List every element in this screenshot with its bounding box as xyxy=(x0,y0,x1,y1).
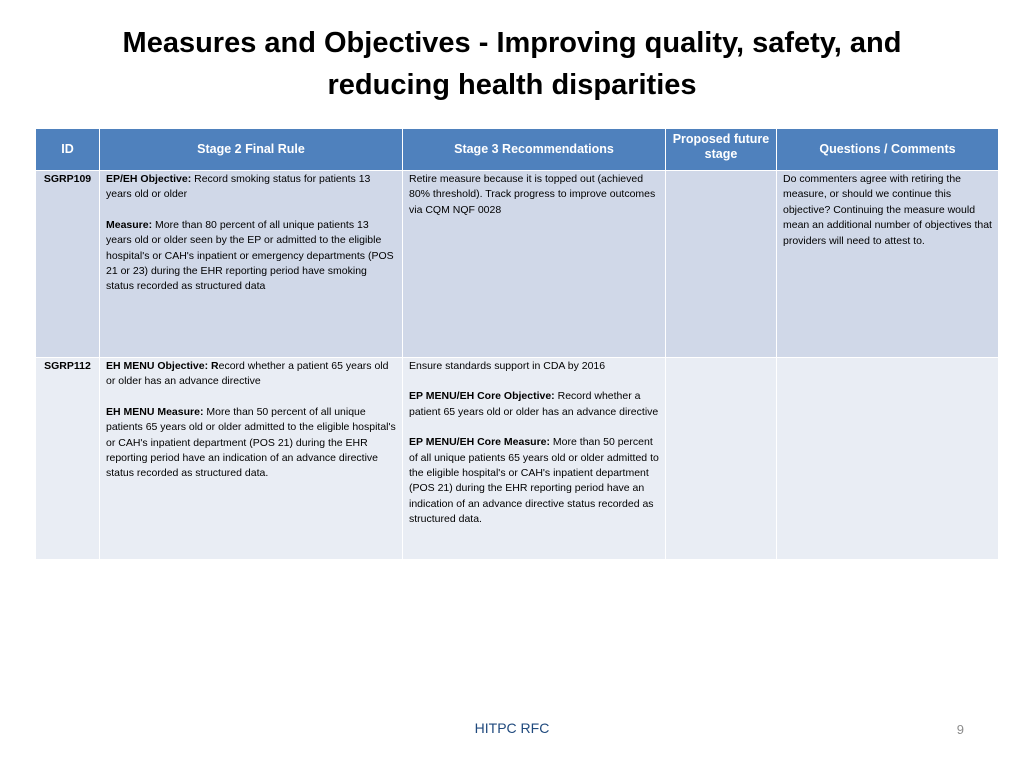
objective-text: Record smoking status for patients 13 years old or older xyxy=(106,173,371,201)
header-stage2-final-rule: Stage 2 Final Rule xyxy=(100,129,403,171)
slide-title-line-1: Measures and Objectives - Improving quality, safety, and xyxy=(122,27,902,59)
row-id: SGRP109 xyxy=(36,171,100,358)
slide-title xyxy=(60,22,964,106)
header-id: ID xyxy=(36,129,100,171)
stage2-cell xyxy=(100,171,403,358)
stage3-cell xyxy=(403,358,666,560)
core-objective-paragraph xyxy=(409,389,659,420)
core-objective-label: EP MENU/EH Core Objective: xyxy=(409,390,555,403)
objective-paragraph xyxy=(106,359,396,390)
objective-label: EH MENU Objective: R xyxy=(106,360,219,372)
measure-label: EH MENU Measure: xyxy=(106,405,204,418)
comments-cell xyxy=(777,358,999,560)
future-stage-cell xyxy=(666,171,777,358)
footer-text: HITPC RFC xyxy=(474,720,550,736)
core-measure-text: More than 50 percent of all unique patients 65 years old or older admitted to the eligible hospital's or CAH's inpatient department (POS 21) during the EHR reporting period have an indication of an advance directive status recorded as structured data. xyxy=(409,436,659,526)
recommendation-text: Ensure standards support in CDA by 2016 xyxy=(409,360,606,372)
header-questions-comments: Questions / Comments xyxy=(777,129,999,171)
table-header-row xyxy=(36,129,999,171)
future-stage-cell xyxy=(666,358,777,560)
table-row xyxy=(36,171,999,358)
measure-paragraph xyxy=(106,405,396,482)
core-measure-label: EP MENU/EH Core Measure: xyxy=(409,436,551,449)
core-measure-paragraph xyxy=(409,435,659,527)
measures-table xyxy=(35,128,999,560)
measure-label: Measure: xyxy=(106,218,153,231)
measure-text: More than 80 percent of all unique patients 13 years old or older seen by the EP or admitted to the eligible hospital's or CAH's inpatient or emergency departments (POS 21 or 23) during the EHR reporting period have smoking status recorded as structured data xyxy=(106,218,394,293)
comments-cell: Do commenters agree with retiring the measure, or should we continue this objective? Continuing the measure would mean an additional number of objectives that providers will need to attest to. xyxy=(777,171,999,358)
measure-text: More than 50 percent of all unique patients 65 years old or older admitted to the eligible hospital's or CAH's inpatient department (POS 21) during the EHR reporting period have an indication of an advance directive status recorded as structured data. xyxy=(106,405,396,480)
objective-label: EP/EH Objective: xyxy=(106,173,192,185)
core-objective-text: Record whether a patient 65 years old or older has an advance directive xyxy=(409,390,659,418)
objective-text: ecord whether a patient 65 years old or older has an advance directive xyxy=(106,360,389,388)
stage3-cell xyxy=(403,171,666,358)
row-id: SGRP112 xyxy=(36,358,100,560)
objective-paragraph xyxy=(106,172,396,203)
header-stage3-recommendations: Stage 3 Recommendations xyxy=(403,129,666,171)
header-proposed-future-stage: Proposed future stage xyxy=(666,129,777,171)
page-number: 9 xyxy=(956,722,964,737)
slide-title-line-2: reducing health disparities xyxy=(327,69,697,101)
stage2-cell xyxy=(100,358,403,560)
measure-paragraph xyxy=(106,218,396,295)
recommendation-text: Retire measure because it is topped out (achieved 80% threshold). Track progress to improve outcomes via CQM NQF 0028 xyxy=(409,173,656,216)
table-row xyxy=(36,358,999,560)
